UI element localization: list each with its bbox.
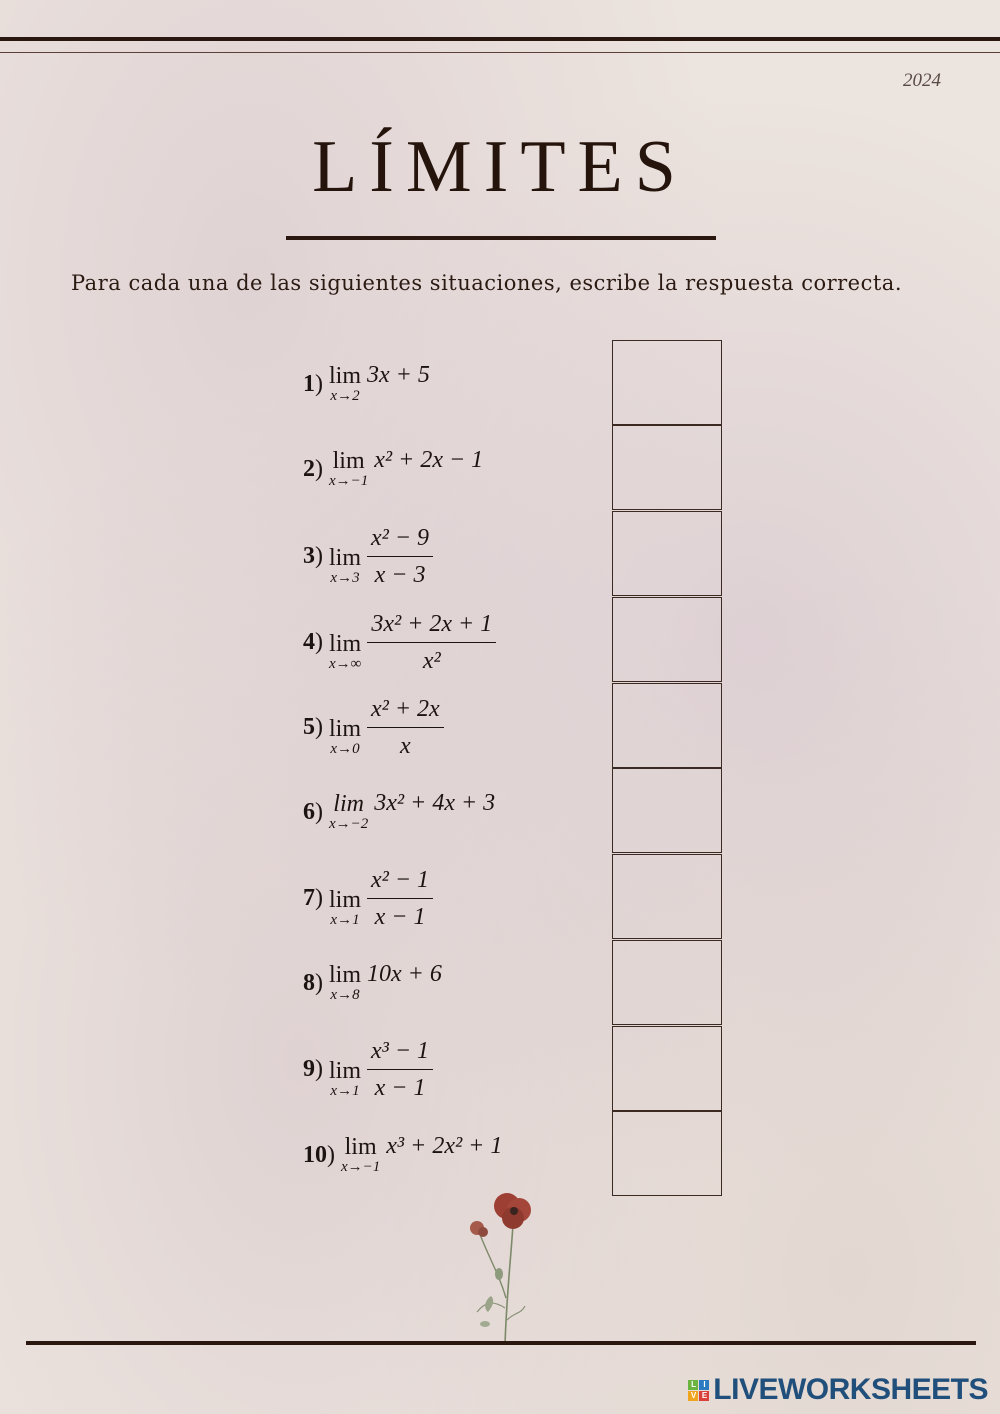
fraction-denominator: x − 3 (374, 562, 426, 588)
fraction (367, 1036, 433, 1103)
problem-2: 2 ) lim x→−1 x² + 2x − 1 (303, 446, 484, 489)
lim-subscript: x→1 (330, 911, 360, 928)
answer-box-3[interactable] (612, 511, 722, 596)
fraction-denominator: x − 1 (374, 904, 426, 930)
fraction-denominator: x − 1 (374, 1075, 426, 1101)
answer-box-6[interactable] (612, 768, 722, 853)
fraction-numerator: 3x² + 2x + 1 (367, 609, 496, 643)
lim-subscript: x→∞ (329, 655, 362, 672)
fraction-denominator: x (400, 733, 411, 759)
instructions-text: Para cada una de las siguientes situaciones, escribe la respuesta correcta. (71, 271, 902, 295)
problem-1: 1 ) lim x→2 3x + 5 (303, 361, 430, 404)
limit-expression: 10x + 6 (367, 960, 442, 987)
answer-box-1[interactable] (612, 340, 722, 425)
limit-operator (329, 717, 361, 757)
limit-expression: 3x + 5 (367, 361, 430, 388)
limit-operator (329, 888, 361, 928)
fraction (367, 609, 496, 676)
answer-box-7[interactable] (612, 854, 722, 939)
problem-4: 4 ) lim x→∞ $\frac{\text{3x² + 2x + 1}}{\text{x²}}$ (303, 609, 496, 676)
lim-subscript: x→0 (330, 740, 360, 757)
fraction (367, 523, 433, 590)
lim-subscript: x→8 (330, 987, 360, 1003)
fraction-numerator: x² − 9 (367, 523, 433, 557)
year-label: 2024 (903, 70, 941, 91)
problem-8: 8 ) lim x→8 10x + 6 (303, 960, 442, 1003)
limit-operator (329, 1059, 361, 1099)
page-title: LÍMITES (312, 126, 688, 208)
answer-box-9[interactable] (612, 1026, 722, 1111)
problem-number: 10 (303, 1141, 327, 1168)
limit-operator (329, 546, 361, 586)
lim-word: lim (329, 1057, 362, 1084)
poppy-flower-icon (455, 1188, 555, 1344)
fraction-denominator: x² (422, 648, 441, 674)
problem-number: 5 (303, 714, 315, 740)
mark-letter: V (688, 1391, 698, 1401)
liveworksheets-mark-icon (688, 1380, 709, 1401)
limit-operator (329, 792, 368, 832)
top-border-thin (0, 52, 1000, 53)
lim-word: lim (329, 544, 362, 571)
top-border-thick (0, 37, 1000, 41)
limit-operator (329, 364, 361, 404)
problem-number: 7 (303, 885, 315, 911)
answer-box-8[interactable] (612, 940, 722, 1025)
lim-subscript: x→−2 (329, 816, 369, 832)
answer-box-4[interactable] (612, 597, 722, 682)
problem-6: 6 ) lim x→−2 3x² + 4x + 3 (303, 789, 496, 832)
limit-operator (329, 963, 361, 1003)
limit-expression: 3x² + 4x + 3 (374, 789, 496, 816)
limit-operator (329, 632, 361, 672)
limit-expression: x² + 2x − 1 (374, 446, 484, 473)
problem-number: 3 (303, 543, 315, 569)
problem-number: 8 (303, 969, 315, 996)
problem-number: 2 (303, 455, 315, 482)
mark-letter: I (699, 1380, 709, 1390)
bottom-border (26, 1341, 976, 1345)
problem-number: 4 (303, 629, 315, 655)
limit-operator (341, 1135, 380, 1175)
problem-7: 7 ) lim x→1 $\frac{\text{x² − 1}}{x - 1}$ (303, 865, 433, 932)
limit-expression: x³ + 2x² + 1 (386, 1132, 503, 1159)
fraction-numerator: x³ − 1 (367, 1036, 433, 1070)
answer-box-5[interactable] (612, 683, 722, 768)
lim-subscript: x→−1 (341, 1159, 381, 1175)
problem-number: 1 (303, 370, 315, 397)
answer-box-10[interactable] (612, 1111, 722, 1196)
liveworksheets-logo (688, 1373, 988, 1407)
problem-3: 3 ) lim x→3 $\frac{\text{x² − 9}}{x - 3}$ (303, 523, 433, 590)
lim-word: lim (329, 363, 362, 389)
limit-operator (329, 449, 368, 489)
lim-word: lim (344, 1134, 377, 1160)
problem-9: 9 ) lim x→1 $\frac{\text{x³ − 1}}{x - 1}$ (303, 1036, 433, 1103)
lim-subscript: x→3 (330, 569, 360, 586)
problem-10: 10 ) lim x→−1 x³ + 2x² + 1 (303, 1132, 503, 1175)
fraction (367, 694, 444, 761)
problem-5: 5 ) lim x→0 $\frac{\text{x² + 2x}}{x}$ (303, 694, 444, 761)
fraction-numerator: x² − 1 (367, 865, 433, 899)
lim-subscript: x→1 (330, 1082, 360, 1099)
lim-word: lim (329, 630, 362, 657)
lim-subscript: x→2 (330, 388, 360, 404)
lim-word: lim (329, 886, 362, 913)
lim-word: lim (333, 791, 364, 817)
fraction-numerator: x² + 2x (367, 694, 444, 728)
brand-name: LIVEWORKSHEETS (713, 1373, 988, 1406)
lim-word: lim (329, 962, 362, 988)
problem-number: 9 (303, 1056, 315, 1082)
title-underline (286, 236, 716, 240)
mark-letter: E (699, 1391, 709, 1401)
lim-subscript: x→−1 (329, 473, 369, 489)
lim-word: lim (329, 715, 362, 742)
answer-box-2[interactable] (612, 425, 722, 510)
problem-number: 6 (303, 798, 315, 825)
lim-word: lim (332, 448, 365, 474)
mark-letter: L (688, 1380, 698, 1390)
fraction (367, 865, 433, 932)
